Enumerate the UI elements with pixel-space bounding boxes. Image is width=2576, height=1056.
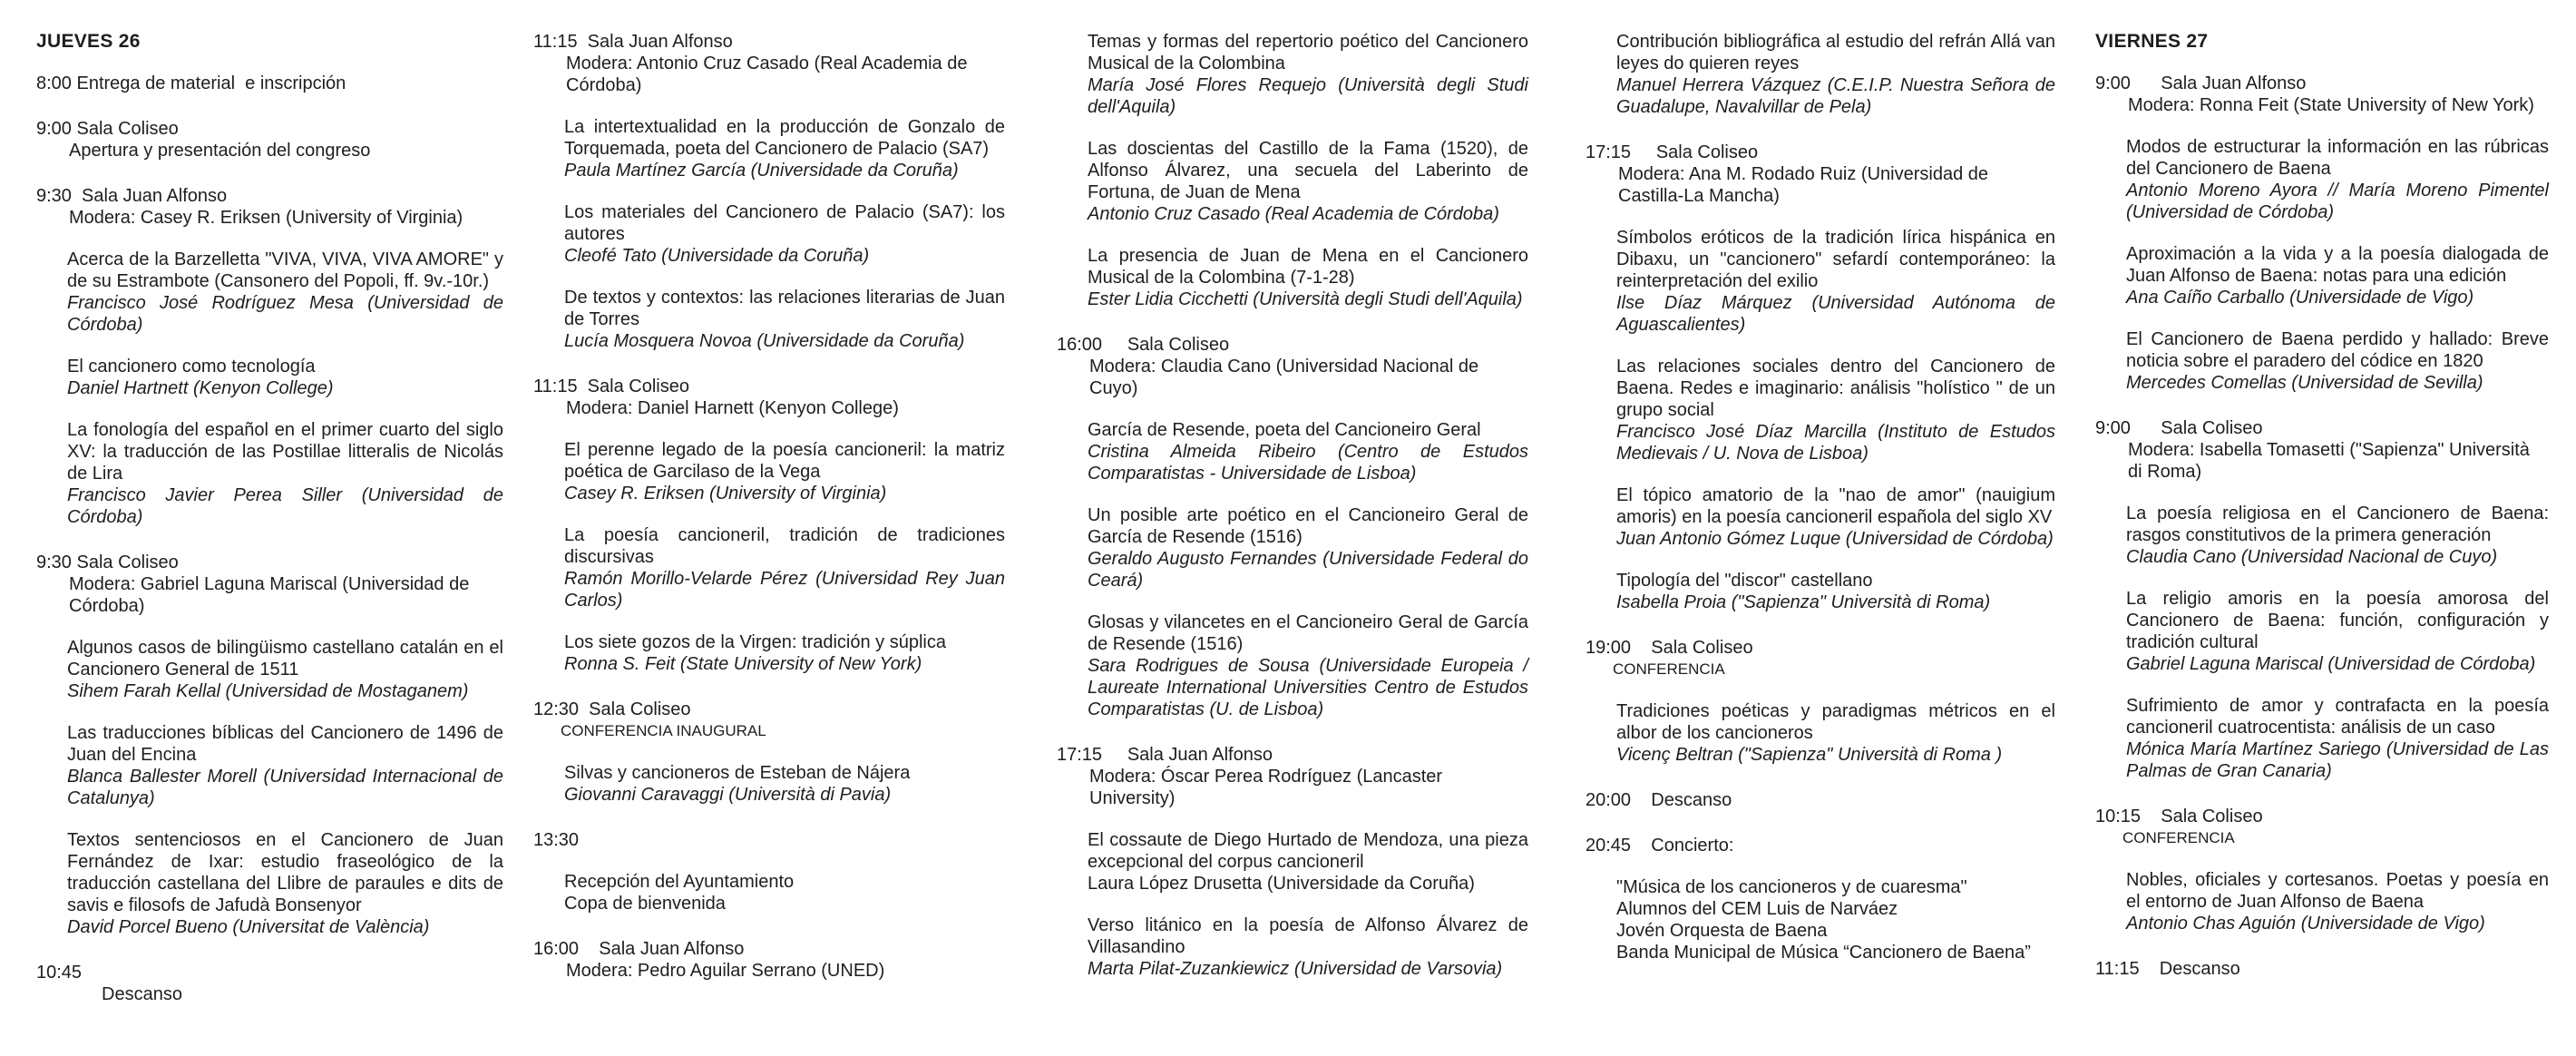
talk-item [1057, 31, 1528, 118]
session-moderator: Modera: Óscar Perea Rodríguez (Lancaster University) [1089, 767, 1443, 808]
talk-title: La poesía religiosa en el Cancionero de Baena: rasgos constitutivos de la primera generación [2126, 504, 2549, 545]
talk-title: De textos y contextos: las relaciones literarias de Juan de Torres [564, 288, 1005, 329]
talk-author: Antonio Chas Aguión (Universidade de Vigo) [2126, 914, 2485, 934]
talk-title: Acerca de la Barzelletta "VIVA, VIVA, VIVA AMORE" y de su Estrambote (Cansonero del Popoli, ff. 9v.-10r.) [67, 249, 503, 291]
session-time-room: 11:15 Sala Juan Alfonso [533, 32, 733, 52]
talk-author: Francisco José Rodríguez Mesa (Universidad de Córdoba) [67, 293, 503, 335]
talk-item [1057, 504, 1528, 592]
talk-author: David Porcel Bueno (Universitat de València) [67, 917, 430, 937]
talk-title: Tradiciones poéticas y paradigmas métricos en el albor de los cancioneros [1616, 701, 2055, 743]
talk-author: Cristina Almeida Ribeiro (Centro de Estudos Comparatistas - Universidade de Lisboa) [1088, 442, 1528, 484]
talk-author: Vicenç Beltran ("Sapienza" Università di Roma ) [1616, 745, 2003, 765]
talk-author: Manuel Herrera Vázquez (C.E.I.P. Nuestra Señora de Guadalupe, Navalvillar de Pela) [1616, 75, 2055, 117]
session-time-room: 16:00 Sala Coliseo [1057, 335, 1230, 355]
talk-item [36, 829, 503, 938]
talk-title: El tópico amatorio de la "nao de amor" (nauigium amoris) en la poesía cancioneril española del siglo XV [1616, 485, 2055, 527]
talk-title: Modos de estructurar la información en las rúbricas del Cancionero de Baena [2126, 137, 2549, 179]
session-time-room: 9:30 Sala Juan Alfonso [36, 186, 228, 206]
program-session [36, 185, 503, 528]
talk-item [1586, 570, 2055, 613]
talk-author: Sara Rodrigues de Sousa (Universidade Europeia / Laureate International Universities Centro de Estudos Comparatistas (U. de Lisboa) [1088, 656, 1528, 719]
talk-title: Símbolos eróticos de la tradición lírica hispánica en Dibaxu, un "cancionero" sefardí contemporáneo: la reinterpretación del exilio [1616, 228, 2055, 291]
session-time-room: 17:15 Sala Coliseo [1586, 142, 1759, 162]
talk-title: La fonología del español en el primer cuarto del siglo XV: la traducción de las Postillae litteralis de Nicolás de Lira [67, 420, 503, 484]
session-time-room: 11:15 Sala Coliseo [533, 376, 689, 396]
program-column-5 [2095, 31, 2549, 1003]
talk-author: Isabella Proia ("Sapienza" Università di Roma) [1616, 592, 1991, 612]
talk-item [2095, 328, 2549, 394]
session-time-room: 10:45 [36, 963, 83, 983]
talk-note: Alumnos del CEM Luis de Narváez Jovén Orquesta de Baena Banda Municipal de Música “Cancionero de Baena” [1616, 899, 2031, 963]
talk-title: El cancionero como tecnología [67, 357, 316, 376]
program-session [1586, 637, 2055, 766]
talk-item [2095, 695, 2549, 782]
program-session [1057, 744, 1528, 980]
program-session [533, 376, 1005, 675]
session-moderator: Modera: Claudia Cano (Universidad Nacional de Cuyo) [1089, 357, 1479, 398]
talk-item [1586, 227, 2055, 336]
program-session [1586, 142, 2055, 613]
session-time-room: 9:00 Sala Coliseo [2095, 418, 2263, 438]
talk-note: Laura López Drusetta (Universidade da Coruña) [1088, 874, 1475, 894]
talk-author: Daniel Hartnett (Kenyon College) [67, 378, 334, 398]
talk-item [2095, 869, 2549, 934]
program-session [36, 962, 503, 1005]
session-time-room: 17:15 Sala Juan Alfonso [1057, 745, 1273, 765]
session-moderator: Modera: Casey R. Eriksen (University of Virginia) [69, 208, 463, 228]
session-time-room: 9:30 Sala Coliseo [36, 552, 179, 572]
talk-item [533, 439, 1005, 504]
session-time-room: 19:00 Sala Coliseo [1586, 638, 1753, 658]
program-session [1586, 789, 2055, 811]
talk-title: Nobles, oficiales y cortesanos. Poetas y poesía en el entorno de Juan Alfonso de Baena [2126, 870, 2549, 912]
session-time-room: 13:30 [533, 830, 580, 850]
talk-item [1057, 138, 1528, 225]
session-label: CONFERENCIA INAUGURAL [561, 722, 766, 739]
talk-item [533, 762, 1005, 806]
talk-item [2095, 243, 2549, 308]
program-session [533, 31, 1005, 352]
talk-item [2095, 588, 2549, 675]
session-moderator: Modera: Antonio Cruz Casado (Real Academia de Córdoba) [566, 54, 968, 95]
talk-title: Las doscientas del Castillo de la Fama (1520), de Alfonso Álvarez, una secuela del Laberinto de Fortuna, de Juan de Mena [1088, 139, 1528, 202]
talk-item [36, 722, 503, 809]
talk-item [533, 287, 1005, 352]
talk-author: Ronna S. Feit (State University of New York) [564, 654, 922, 674]
program-session [533, 938, 1005, 982]
talk-title: Los siete gozos de la Virgen: tradición y súplica [564, 632, 946, 652]
program-session [1586, 31, 2055, 118]
talk-title: "Música de los cancioneros y de cuaresma" [1616, 877, 1967, 897]
program-session [1057, 334, 1528, 720]
day-heading: JUEVES 26 [36, 31, 141, 52]
talk-author: Ester Lidia Cicchetti (Università degli Studi dell'Aquila) [1088, 289, 1523, 309]
talk-author: Ilse Díaz Márquez (Universidad Autónoma de Aguascalientes) [1616, 293, 2055, 335]
talk-title: Las traducciones bíblicas del Cancionero de 1496 de Juan del Encina [67, 723, 503, 765]
session-moderator: Modera: Gabriel Laguna Mariscal (Universidad de Córdoba) [69, 574, 470, 616]
talk-title: Algunos casos de bilingüismo castellano catalán en el Cancionero General de 1511 [67, 638, 503, 680]
talk-author: Juan Antonio Gómez Luque (Universidad de Córdoba) [1616, 529, 2054, 549]
talk-author: Ramón Morillo-Velarde Pérez (Universidad Rey Juan Carlos) [564, 569, 1005, 611]
session-time-room: 20:00 Descanso [1586, 790, 1732, 810]
talk-title: García de Resende, poeta del Cancioneiro Geral [1088, 420, 1481, 440]
program-session [2095, 958, 2549, 980]
talk-title: La religio amoris en la poesía amorosa del Cancionero de Baena: función, configuración y tradición cultural [2126, 589, 2549, 652]
talk-item [36, 419, 503, 528]
program-column-2 [533, 31, 1005, 1005]
program-session [36, 118, 503, 161]
talk-title: Aproximación a la vida y a la poesía dialogada de Juan Alfonso de Baena: notas para una edición [2126, 244, 2549, 286]
talk-item [533, 631, 1005, 675]
talk-author: Casey R. Eriksen (University of Virginia) [564, 484, 887, 504]
talk-author: Cleofé Tato (Universidade da Coruña) [564, 246, 870, 266]
talk-author: Gabriel Laguna Mariscal (Universidad de Córdoba) [2126, 654, 2536, 674]
session-moderator: Modera: Ronna Feit (State University of New York) [2128, 95, 2534, 115]
talk-title: La presencia de Juan de Mena en el Cancionero Musical de la Colombina (7-1-28) [1088, 246, 1528, 288]
talk-item [1586, 700, 2055, 766]
session-time-room: 9:00 Sala Juan Alfonso [2095, 73, 2307, 93]
session-label: CONFERENCIA [2122, 829, 2235, 846]
talk-item [533, 871, 1005, 914]
program-session [1057, 31, 1528, 310]
talk-item [1057, 829, 1528, 895]
session-moderator: Modera: Pedro Aguilar Serrano (UNED) [566, 961, 885, 981]
talk-title: Glosas y vilancetes en el Cancioneiro Geral de García de Resende (1516) [1088, 612, 1528, 654]
talk-item [1057, 419, 1528, 484]
session-moderator: Modera: Ana M. Rodado Ruiz (Universidad de Castilla-La Mancha) [1618, 164, 1988, 206]
talk-title: El perenne legado de la poesía cancioneril: la matriz poética de Garcilaso de la Vega [564, 440, 1005, 482]
session-time-room: 10:15 Sala Coliseo [2095, 807, 2263, 826]
program-session [1586, 835, 2055, 963]
talk-author: Ana Caíño Carballo (Universidade de Vigo) [2126, 288, 2474, 308]
talk-title: Sufrimiento de amor y contrafacta en la poesía cancioneril cuatrocentista: análisis de un caso [2126, 696, 2549, 738]
talk-author: María José Flores Requejo (Università degli Studi dell'Aquila) [1088, 75, 1528, 117]
talk-title: Silvas y cancioneros de Esteban de Nájera [564, 763, 911, 783]
talk-item [1057, 611, 1528, 720]
talk-item [533, 116, 1005, 181]
talk-note: Copa de bienvenida [564, 894, 726, 914]
talk-author: Lucía Mosquera Novoa (Universidade da Coruña) [564, 331, 965, 351]
talk-author: Francisco Javier Perea Siller (Universidad de Córdoba) [67, 485, 503, 527]
talk-author: Blanca Ballester Morell (Universidad Internacional de Catalunya) [67, 767, 503, 808]
talk-title: Contribución bibliográfica al estudio del refrán Allá van leyes do quieren reyes [1616, 32, 2055, 73]
talk-author: Antonio Cruz Casado (Real Academia de Córdoba) [1088, 204, 1499, 224]
talk-title: Temas y formas del repertorio poético del Cancionero Musical de la Colombina [1088, 32, 1528, 73]
program-column-1 [36, 31, 503, 1029]
session-time-room: 9:00 Sala Coliseo [36, 119, 179, 139]
talk-item [533, 524, 1005, 611]
session-time-room: 8:00 Entrega de material e inscripción [36, 73, 346, 93]
session-time-room: 12:30 Sala Coliseo [533, 699, 691, 719]
program-session [2095, 806, 2549, 934]
day-heading: VIERNES 27 [2095, 31, 2209, 52]
talk-item [1586, 484, 2055, 550]
talk-author: Antonio Moreno Ayora // María Moreno Pimentel (Universidad de Córdoba) [2126, 181, 2549, 222]
talk-author: Marta Pilat-Zuzankiewicz (Universidad de Varsovia) [1088, 959, 1503, 979]
session-time-room: 20:45 Concierto: [1586, 836, 1734, 856]
talk-item [36, 356, 503, 399]
session-moderator: Modera: Isabella Tomasetti ("Sapienza" Università di Roma) [2128, 440, 2530, 482]
talk-title: Recepción del Ayuntamiento [564, 872, 795, 892]
talk-title: Las relaciones sociales dentro del Cancionero de Baena. Redes e imaginario: análisis "holístico " de un grupo social [1616, 357, 2055, 420]
talk-author: Mónica María Martínez Sariego (Universidad de Las Palmas de Gran Canaria) [2126, 739, 2549, 781]
talk-item [533, 201, 1005, 267]
program-column-3 [1057, 31, 1528, 1003]
program-session [2095, 417, 2549, 782]
program-session [36, 552, 503, 938]
talk-author: Francisco José Díaz Marcilla (Instituto de Estudos Medievais / U. Nova de Lisboa) [1616, 422, 2055, 464]
session-label: CONFERENCIA [1613, 660, 1725, 678]
talk-item [1057, 914, 1528, 980]
talk-item [1586, 876, 2055, 963]
talk-title: Tipología del "discor" castellano [1616, 571, 1873, 591]
talk-item [1057, 245, 1528, 310]
talk-title: El Cancionero de Baena perdido y hallado: Breve noticia sobre el paradero del códice en 1820 [2126, 329, 2549, 371]
talk-title: Un posible arte poético en el Cancioneiro Geral de García de Resende (1516) [1088, 505, 1528, 547]
talk-title: Verso litánico en la poesía de Alfonso Álvarez de Villasandino [1088, 915, 1528, 957]
session-moderator: Modera: Daniel Harnett (Kenyon College) [566, 398, 899, 418]
session-time-room: 16:00 Sala Juan Alfonso [533, 939, 745, 959]
talk-item [1586, 31, 2055, 118]
talk-author: Paula Martínez García (Universidade da Coruña) [564, 161, 959, 181]
program-session [36, 73, 503, 94]
talk-item [2095, 503, 2549, 568]
talk-title: La intertextualidad en la producción de Gonzalo de Torquemada, poeta del Cancionero de Palacio (SA7) [564, 117, 1005, 159]
talk-item [1586, 356, 2055, 464]
talk-author: Giovanni Caravaggi (Università di Pavia) [564, 785, 892, 805]
talk-item [36, 637, 503, 702]
session-moderator: Descanso [102, 984, 182, 1004]
talk-author: Mercedes Comellas (Universidad de Sevilla) [2126, 373, 2483, 393]
talk-title: Los materiales del Cancionero de Palacio (SA7): los autores [564, 202, 1005, 244]
session-moderator: Apertura y presentación del congreso [69, 141, 371, 161]
program-session [2095, 73, 2549, 394]
program-session [533, 829, 1005, 914]
session-time-room: 11:15 Descanso [2095, 959, 2240, 979]
talk-title: Textos sentenciosos en el Cancionero de Juan Fernández de Ixar: estudio fraseológico de la traducción castellana del Llibre de paraules e dits de savis e filosofs de Jafudà Bonsenyor [67, 830, 503, 915]
talk-author: Claudia Cano (Universidad Nacional de Cuyo) [2126, 547, 2498, 567]
talk-author: Sihem Farah Kellal (Universidad de Mostaganem) [67, 681, 469, 701]
talk-author: Geraldo Augusto Fernandes (Universidade Federal do Ceará) [1088, 549, 1528, 591]
program-session [533, 699, 1005, 806]
talk-item [36, 249, 503, 336]
talk-title: La poesía cancioneril, tradición de tradiciones discursivas [564, 525, 1005, 567]
talk-title: El cossaute de Diego Hurtado de Mendoza, una pieza excepcional del corpus cancioneril [1088, 830, 1528, 872]
program-column-4 [1586, 31, 2055, 987]
talk-item [2095, 136, 2549, 223]
